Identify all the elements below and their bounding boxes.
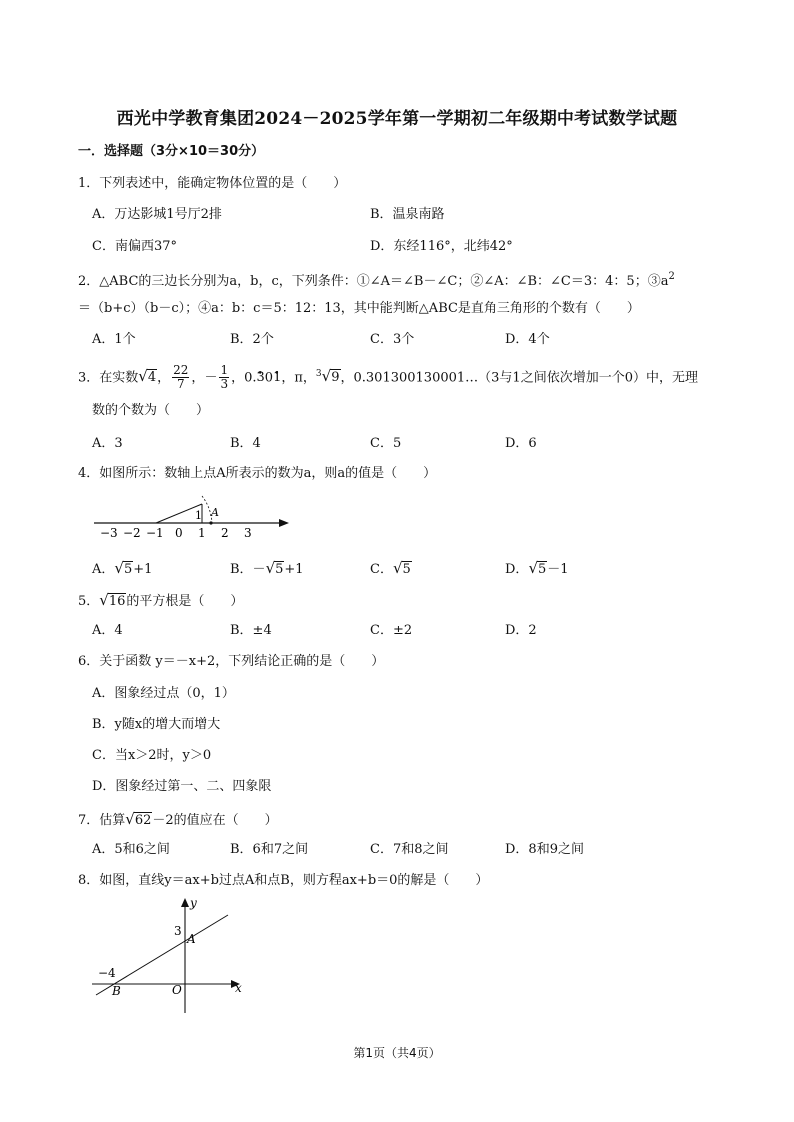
sqrt-sign-icon: √	[265, 559, 276, 577]
q1-option-d: D．东经116°，北纬42°	[370, 239, 513, 254]
sqrt-sign-icon: √	[528, 559, 538, 577]
q7-option-c: C．7和8之间	[370, 842, 449, 857]
tick-label-neg1: −1	[146, 526, 164, 540]
q2-option-a: A．1个	[92, 332, 136, 347]
origin-label: O	[172, 983, 182, 997]
x-axis-label: x	[235, 981, 242, 995]
q2-option-d: D．4个	[505, 332, 550, 347]
y-axis-arrow-icon	[181, 898, 189, 907]
q4-option-c	[370, 559, 412, 579]
q5-option-b: B．±4	[230, 623, 272, 638]
section-heading: 一．选择题（3分×10＝30分）	[78, 144, 265, 159]
q4-a-radicand: 5	[123, 562, 133, 577]
q5-stem	[78, 591, 243, 611]
sqrt-sign-icon: √	[99, 591, 109, 609]
tick-label-2: 2	[221, 526, 229, 540]
tick-label-neg2: −2	[123, 526, 141, 540]
q4-d-radicand: 5	[538, 562, 547, 577]
q4-option-b	[230, 559, 304, 579]
q6-option-a: A．图象经过点（0，1）	[92, 686, 235, 701]
q4-d-prefix: D．	[505, 562, 529, 577]
y-axis-label: y	[190, 896, 197, 910]
point-b-label: B	[112, 984, 121, 998]
q4-b-prefix: B．－	[230, 562, 266, 577]
q3-sqrt4: 4	[147, 370, 157, 386]
tick-label-1: 1	[198, 526, 206, 540]
q4-option-a	[92, 559, 152, 579]
q5-option-c: C．±2	[370, 623, 413, 638]
q4-a-suffix: +1	[133, 562, 153, 577]
q4-b-suffix: +1	[284, 562, 304, 577]
q6-option-b: B．y随x的增大而增大	[92, 717, 221, 732]
q3-stem-line1	[78, 360, 698, 392]
q2-stem-line2: ＝（b+c）（b－c）；④a：b：c＝5：12：13，其中能判断△ABC是直角三角形的个数有（ ）	[78, 301, 640, 316]
q5-option-d: D．2	[505, 623, 537, 638]
q3-pi: π，	[294, 370, 316, 386]
q6-option-d: D．图象经过第一、二、四象限	[92, 779, 272, 794]
q3-rep-lead: 0.	[244, 370, 257, 386]
q3-option-d: D．6	[505, 436, 537, 451]
q5-label: 5．	[78, 594, 100, 609]
q3-frac-num: 22	[173, 363, 189, 378]
q7-option-b: B．6和7之间	[230, 842, 309, 857]
q3-frac2-den: 3	[220, 377, 229, 392]
sqrt-sign-icon: √	[392, 559, 403, 577]
q4-b-radicand: 5	[275, 562, 284, 577]
tick-label-0: 0	[175, 526, 183, 540]
q1-option-c: C．南偏西37°	[92, 239, 177, 254]
q3-tail: ，0.301300130001…（3与1之间依次增加一个0）中，无理	[340, 370, 698, 386]
q6-option-c: C．当x＞2时，y＞0	[92, 748, 212, 763]
q3-comma2: ，	[191, 370, 205, 386]
q7-option-d: D．8和9之间	[505, 842, 584, 857]
q3-cbrt9: 9	[331, 370, 340, 386]
q4-a-prefix: A．	[92, 562, 115, 577]
q3-option-c: C．5	[370, 436, 402, 451]
cbrt-sign-icon: √	[321, 367, 332, 386]
point-a-label: A	[211, 506, 219, 519]
q6-stem: 6．关于函数 y＝－x+2，下列结论正确的是（ ）	[78, 654, 385, 669]
y-intercept-label: 3	[174, 924, 182, 938]
q7-stem	[78, 810, 278, 830]
number-line-figure	[90, 490, 295, 542]
q3-cbrt-index: 3	[315, 369, 322, 379]
q3-fraction-1-3	[219, 364, 229, 391]
q4-option-d	[505, 559, 569, 579]
q1-option-a: A．万达影城1号厅2排	[92, 207, 222, 222]
q7-option-a: A．5和6之间	[92, 842, 170, 857]
q3-option-a: A．3	[92, 436, 123, 451]
q7-tail: －2的值应在（ ）	[152, 813, 278, 828]
q7-label: 7．估算	[78, 813, 126, 828]
page-title: 西光中学教育集团2024－2025学年第一学期初二年级期中考试数学试题	[116, 109, 678, 129]
q4-stem: 4．如图所示：数轴上点A所表示的数为a，则a的值是（ ）	[78, 466, 437, 481]
page-footer: 第1页（共4页）	[353, 1046, 441, 1060]
unit-length-label: 1	[195, 509, 202, 522]
q1-stem: 1．下列表述中，能确定物体位置的是（ ）	[78, 176, 347, 191]
q3-frac2-num: 1	[220, 363, 229, 378]
q3-option-b: B．4	[230, 436, 261, 451]
q2-stem-line1	[78, 268, 675, 291]
q8-stem: 8．如图，直线y＝ax+b过点A和点B，则方程ax+b＝0的解是（ ）	[78, 873, 489, 888]
q4-c-prefix: C．	[370, 562, 393, 577]
q5-radicand: 16	[108, 594, 126, 609]
q3-frac-den: 7	[176, 377, 185, 392]
q5-option-a: A．4	[92, 623, 123, 638]
tick-label-neg3: −3	[100, 526, 118, 540]
q3-comma3: ，	[231, 370, 245, 386]
x-intercept-label: −4	[98, 966, 116, 980]
q4-c-radicand: 5	[402, 562, 411, 577]
q2-line1-text: 2．△ABC的三边长分别为a，b，c，下列条件：①∠A＝∠B－∠C；②∠A：∠B：∠C＝3：4：5；③a	[78, 274, 669, 289]
number-line-arrow-icon	[279, 519, 289, 527]
q5-tail: 的平方根是（ ）	[126, 594, 244, 609]
q3-fraction-22-7	[172, 364, 189, 391]
q3-rep-digit-3: • 3	[257, 370, 265, 385]
q3-neg: －	[204, 370, 218, 386]
q2-option-c: C．3个	[370, 332, 415, 347]
q3-label: 3．在实数	[78, 370, 139, 386]
q3-rep-digit-1: • 1	[273, 370, 281, 385]
point-a-label: A	[187, 932, 196, 946]
q3-comma4: ，	[281, 370, 295, 386]
q3-stem-line2: 数的个数为（ ）	[92, 403, 210, 418]
line-ab	[96, 915, 228, 995]
q1-option-b: B．温泉南路	[370, 207, 445, 222]
q2-line1-sup: 2	[668, 271, 675, 282]
q3-rep-digit-0: 0	[264, 370, 274, 386]
q3-comma: ，	[157, 370, 171, 386]
linear-graph-figure	[90, 895, 250, 1020]
sqrt-sign-icon: √	[114, 559, 124, 577]
tick-label-3: 3	[244, 526, 252, 540]
q7-radicand: 62	[134, 813, 152, 828]
sqrt-sign-icon: √	[125, 810, 135, 828]
point-a-dot	[209, 521, 212, 524]
q4-d-suffix: －1	[547, 562, 569, 577]
sqrt-sign-icon: √	[138, 367, 148, 386]
q2-option-b: B．2个	[230, 332, 274, 347]
